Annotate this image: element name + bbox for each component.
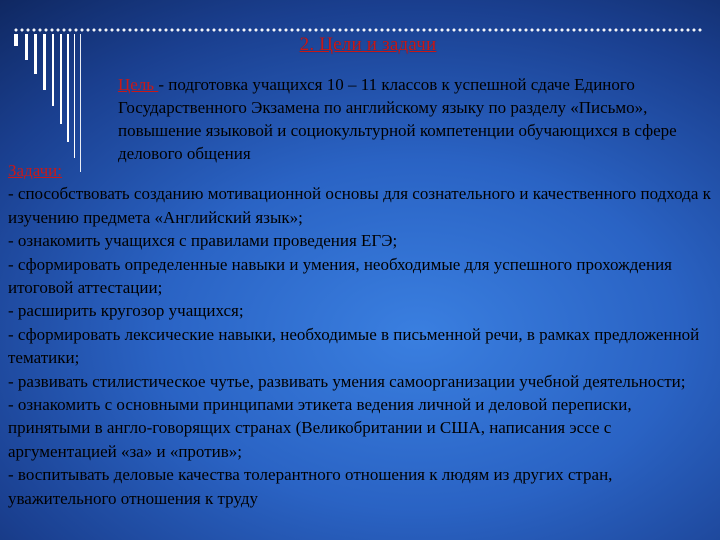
slide-title: 2. Цели и задачи [299, 34, 437, 55]
task-item: - развивать стилистическое чутье, развивать умения самоорганизации учебной деятельности; [8, 371, 686, 391]
stripes-decoration [14, 0, 94, 170]
task-item: - воспитывать деловые качества толерантного отношения к людям из других стран, уважительного отношения к труду [8, 465, 613, 508]
task-item: - расширить кругозор учащихся; [8, 301, 244, 321]
goal-text: - подготовка учащихся 10 – 11 классов к успешной сдаче Единого Государственного Экзамена по английскому языку по разделу «Письмо», повышение языковой и социокультурной компетенции обучающихся в сфере делового общения [118, 75, 677, 163]
task-item: - сформировать определенные навыки и умения, необходимые для успешного прохождения итоговой аттестации; [8, 254, 672, 298]
task-item: - сформировать лексические навыки, необходимые в письменной речи, в рамках предложенной тематики; [8, 324, 700, 368]
tasks-list [8, 159, 718, 510]
task-item: - ознакомить учащихся с правилами проведения ЕГЭ; [8, 231, 398, 251]
task-item: - ознакомить с основными принципами этикета ведения личной и деловой переписки, принятыми в англо-говорящих странах (Великобритании и США, написания эссе с аргументацией «за» и «против»; [8, 395, 632, 461]
tasks-label: Задачи: [8, 161, 62, 180]
goal-paragraph [118, 73, 718, 165]
task-item: - способствовать созданию мотивационной основы для сознательного и качественного подхода к изучению предмета «Английский язык»; [8, 184, 711, 227]
goal-label: Цель [118, 75, 159, 94]
